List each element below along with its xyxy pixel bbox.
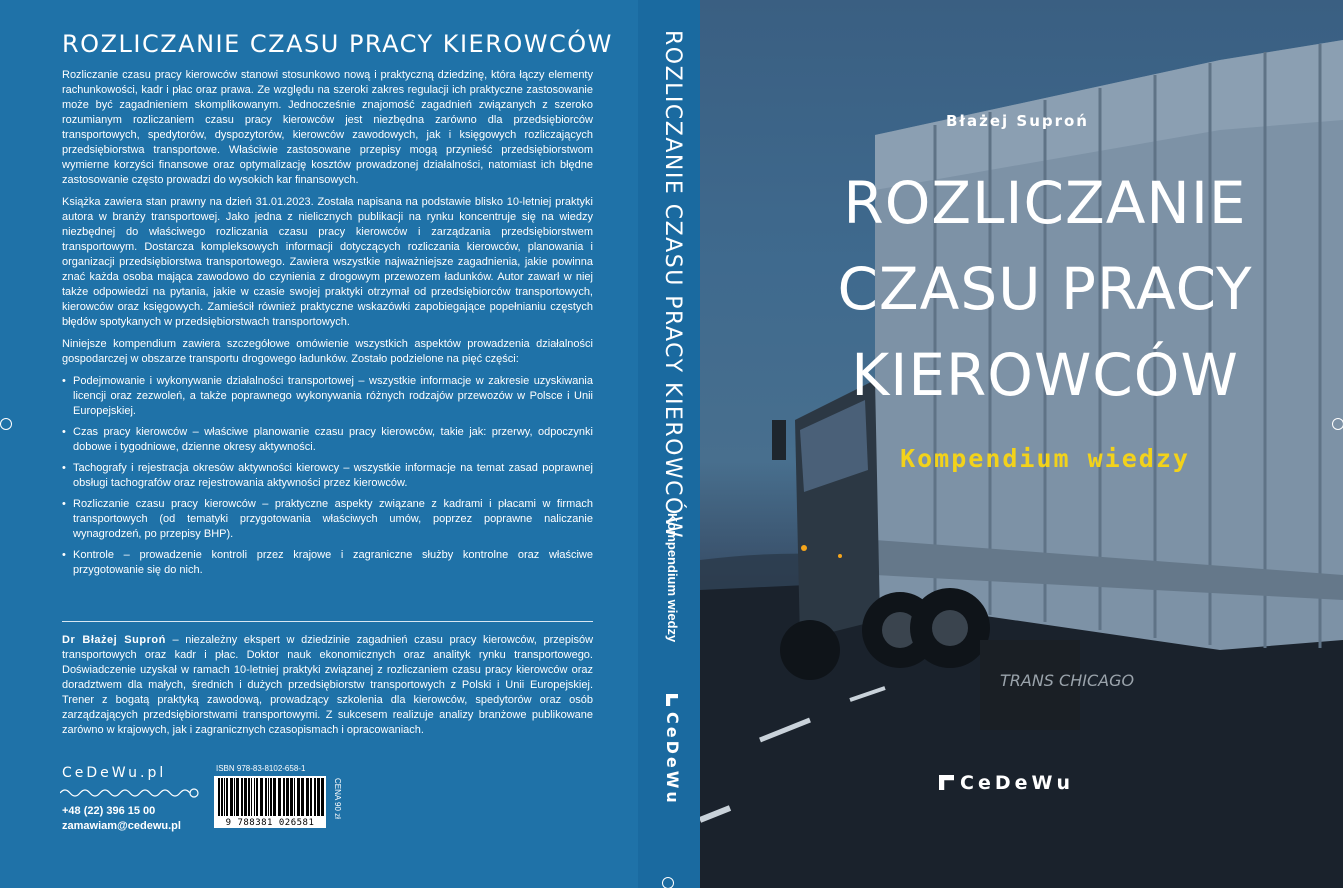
front-subtitle: Kompendium wiedzy	[900, 444, 1190, 473]
isbn-barcode	[214, 776, 326, 828]
spine-title: ROZLICZANIE CZASU PRACY KIEROWCÓW	[660, 30, 685, 540]
back-cover	[0, 0, 638, 888]
barcode-digits: 9 788381 026581	[225, 818, 315, 828]
contents-list-item: • Rozliczanie czasu pracy kierowców – praktyczne aspekty związane z kadrami i płacami w firmach transportowych (od tematyki przygotowania właściwych umów, poprzez poprawne naliczanie wynagrodzeń, po przepisy BHP).	[62, 497, 593, 542]
wave-ornament-icon	[60, 784, 200, 802]
cedewu-logo-icon	[666, 694, 678, 706]
contents-list-item: • Kontrole – prowadzenie kontroli przez krajowe i zagraniczne służby kontrolne oraz właściwe przygotowanie się do nich.	[62, 548, 593, 578]
spine-publisher-logo	[663, 694, 682, 806]
registration-mark-icon	[0, 418, 12, 430]
spine-publisher-name: CeDeWu	[663, 712, 682, 806]
publisher-email[interactable]: zamawiam@cedewu.pl	[62, 820, 181, 832]
price-label: CENA 90 zł	[333, 778, 342, 819]
contents-list-item: • Podejmowanie i wykonywanie działalności transportowej – wszystkie informacje w zakresie uzyskiwania licencji oraz zezwoleń, a także poprawnego wykonywania różnych rodzajów przewozów w Polsce i Unii Europejskiej.	[62, 374, 593, 419]
description-paragraph: Książka zawiera stan prawny na dzień 31.01.2023. Została napisana na podstawie blisko 10-letniej praktyki autora w branży transportowej. Jako jedna z nielicznych publikacji na rynku koncentruje się na wiedzy niezbędnej do właściwego rozliczania czasu pracy kierowców i zarządzania przedsiębiorstwem transportowym. Dostarcza kompleksowych informacji dotyczących rozliczania kierowców, planowania i organizacji przedsiębiorstwa transportowego. Zawiera wszystkie najważniejsze zagadnienia, jakie powinna znać każda osoba mająca zawodowo do czynienia z drogowym przewozem ładunków. Autor zawarł w niej także odpowiedzi na pytania, jakie w czasie swojej praktyki otrzymał od przedsiębiorców transportowych, kierowców oraz księgowych. Zamieścił również praktyczne wskazówki zapobiegające popełnianiu częstych błędów spotykanych w przedsiębiorstwach transportowych.	[62, 196, 593, 328]
book-spine	[638, 0, 700, 888]
back-cover-description	[62, 68, 593, 584]
registration-mark-icon	[662, 877, 674, 888]
description-paragraph: Niniejsze kompendium zawiera szczegółowe omówienie wszystkich aspektów prowadzenia działalności gospodarczej w obszarze transportu drogowego ładunków. Zostało podzielone na pięć części:	[62, 338, 593, 365]
front-cover	[700, 0, 1343, 888]
divider	[62, 621, 593, 622]
publisher-phone[interactable]: +48 (22) 396 15 00	[62, 805, 156, 817]
author-bio	[62, 633, 593, 738]
description-paragraph: Rozliczanie czasu pracy kierowców stanowi stosunkowo nową i praktyczną dziedzinę, która łączy elementy rachunkowości, kadr i płac oraz prawa. Ze względu na szeroki zakres regulacji ich praktyczne zastosowanie może być zagadnieniem skomplikowanym. Jednocześnie znajomość zagadnień związanych z szeroko rozumianym rozliczaniem czasu pracy kierowców jest niezbędna zarówno dla przedsiębiorców transportowych, spedytorów, dyspozytorów, kierowców zawodowych, jak i księgowych rozliczających przedsiębiorstwa transportowe. Właściwie zastosowane przepisy mogą przynieść przedsiębiorstwom wymierne korzyści finansowe oraz optymalizację kosztów prowadzonej działalności, natomiast ich błędne zastosowanie często prowadzi do wysokich kar finansowych.	[62, 69, 593, 186]
front-title-line: ROZLICZANIE	[843, 169, 1247, 237]
truck-mudflap-text: TRANS CHICAGO	[1000, 671, 1135, 690]
front-title-line: CZASU PRACY	[837, 255, 1253, 323]
back-cover-title: ROZLICZANIE CZASU PRACY KIEROWCÓW	[62, 30, 613, 58]
registration-mark-icon	[1332, 418, 1343, 430]
front-title-line: KIEROWCÓW	[851, 341, 1239, 409]
contents-list	[62, 374, 593, 578]
isbn-label: ISBN 978-83-8102-658-1	[216, 764, 306, 773]
front-publisher-logo	[939, 772, 1074, 794]
author-bio-text: – niezależny ekspert w dziedzinie zagadnień czasu pracy kierowców, przepisów transportowych oraz kadr i płac. Doktor nauk ekonomicznych oraz analityk rynku transportowego. Doświadczenie uzyskał w ramach 10-letniej praktyki związanej z rozliczaniem czasu pracy kierowców oraz doradztwem dla małych, średnich i dużych przedsiębiorstw transportowych z Polski i Unii Europejskiej. Trener z bogatą praktyką zawodową, prowadzący szkolenia dla kierowców, spedytorów oraz osób zarządzających przedsiębiorstwami transportowymi. Z sukcesem realizuje analizy branżowe publikowane zarówno w krajowych, jak i zagranicznych czasopismach i opracowaniach.	[62, 634, 594, 736]
front-title	[770, 160, 1320, 418]
author-bio-name: Dr Błażej Suproń	[62, 634, 166, 646]
publisher-website[interactable]: CeDeWu.pl	[62, 765, 167, 781]
spine-subtitle: Kompendium wiedzy	[665, 513, 680, 643]
front-author: Błażej Suproń	[946, 112, 1089, 130]
contents-list-item: • Czas pracy kierowców – właściwe planowanie czasu pracy kierowców, takie jak: przerwy, odpoczynki dobowe i tygodniowe, dzienne okresy aktywności.	[62, 425, 593, 455]
front-publisher-name: CeDeWu	[960, 772, 1074, 794]
cedewu-logo-icon	[939, 775, 954, 790]
contents-list-item: • Tachografy i rejestracja okresów aktywności kierowcy – wszystkie informacje na temat zasad poprawnej obsługi tachografów oraz rejestrowania aktywności przez kierowców.	[62, 461, 593, 491]
